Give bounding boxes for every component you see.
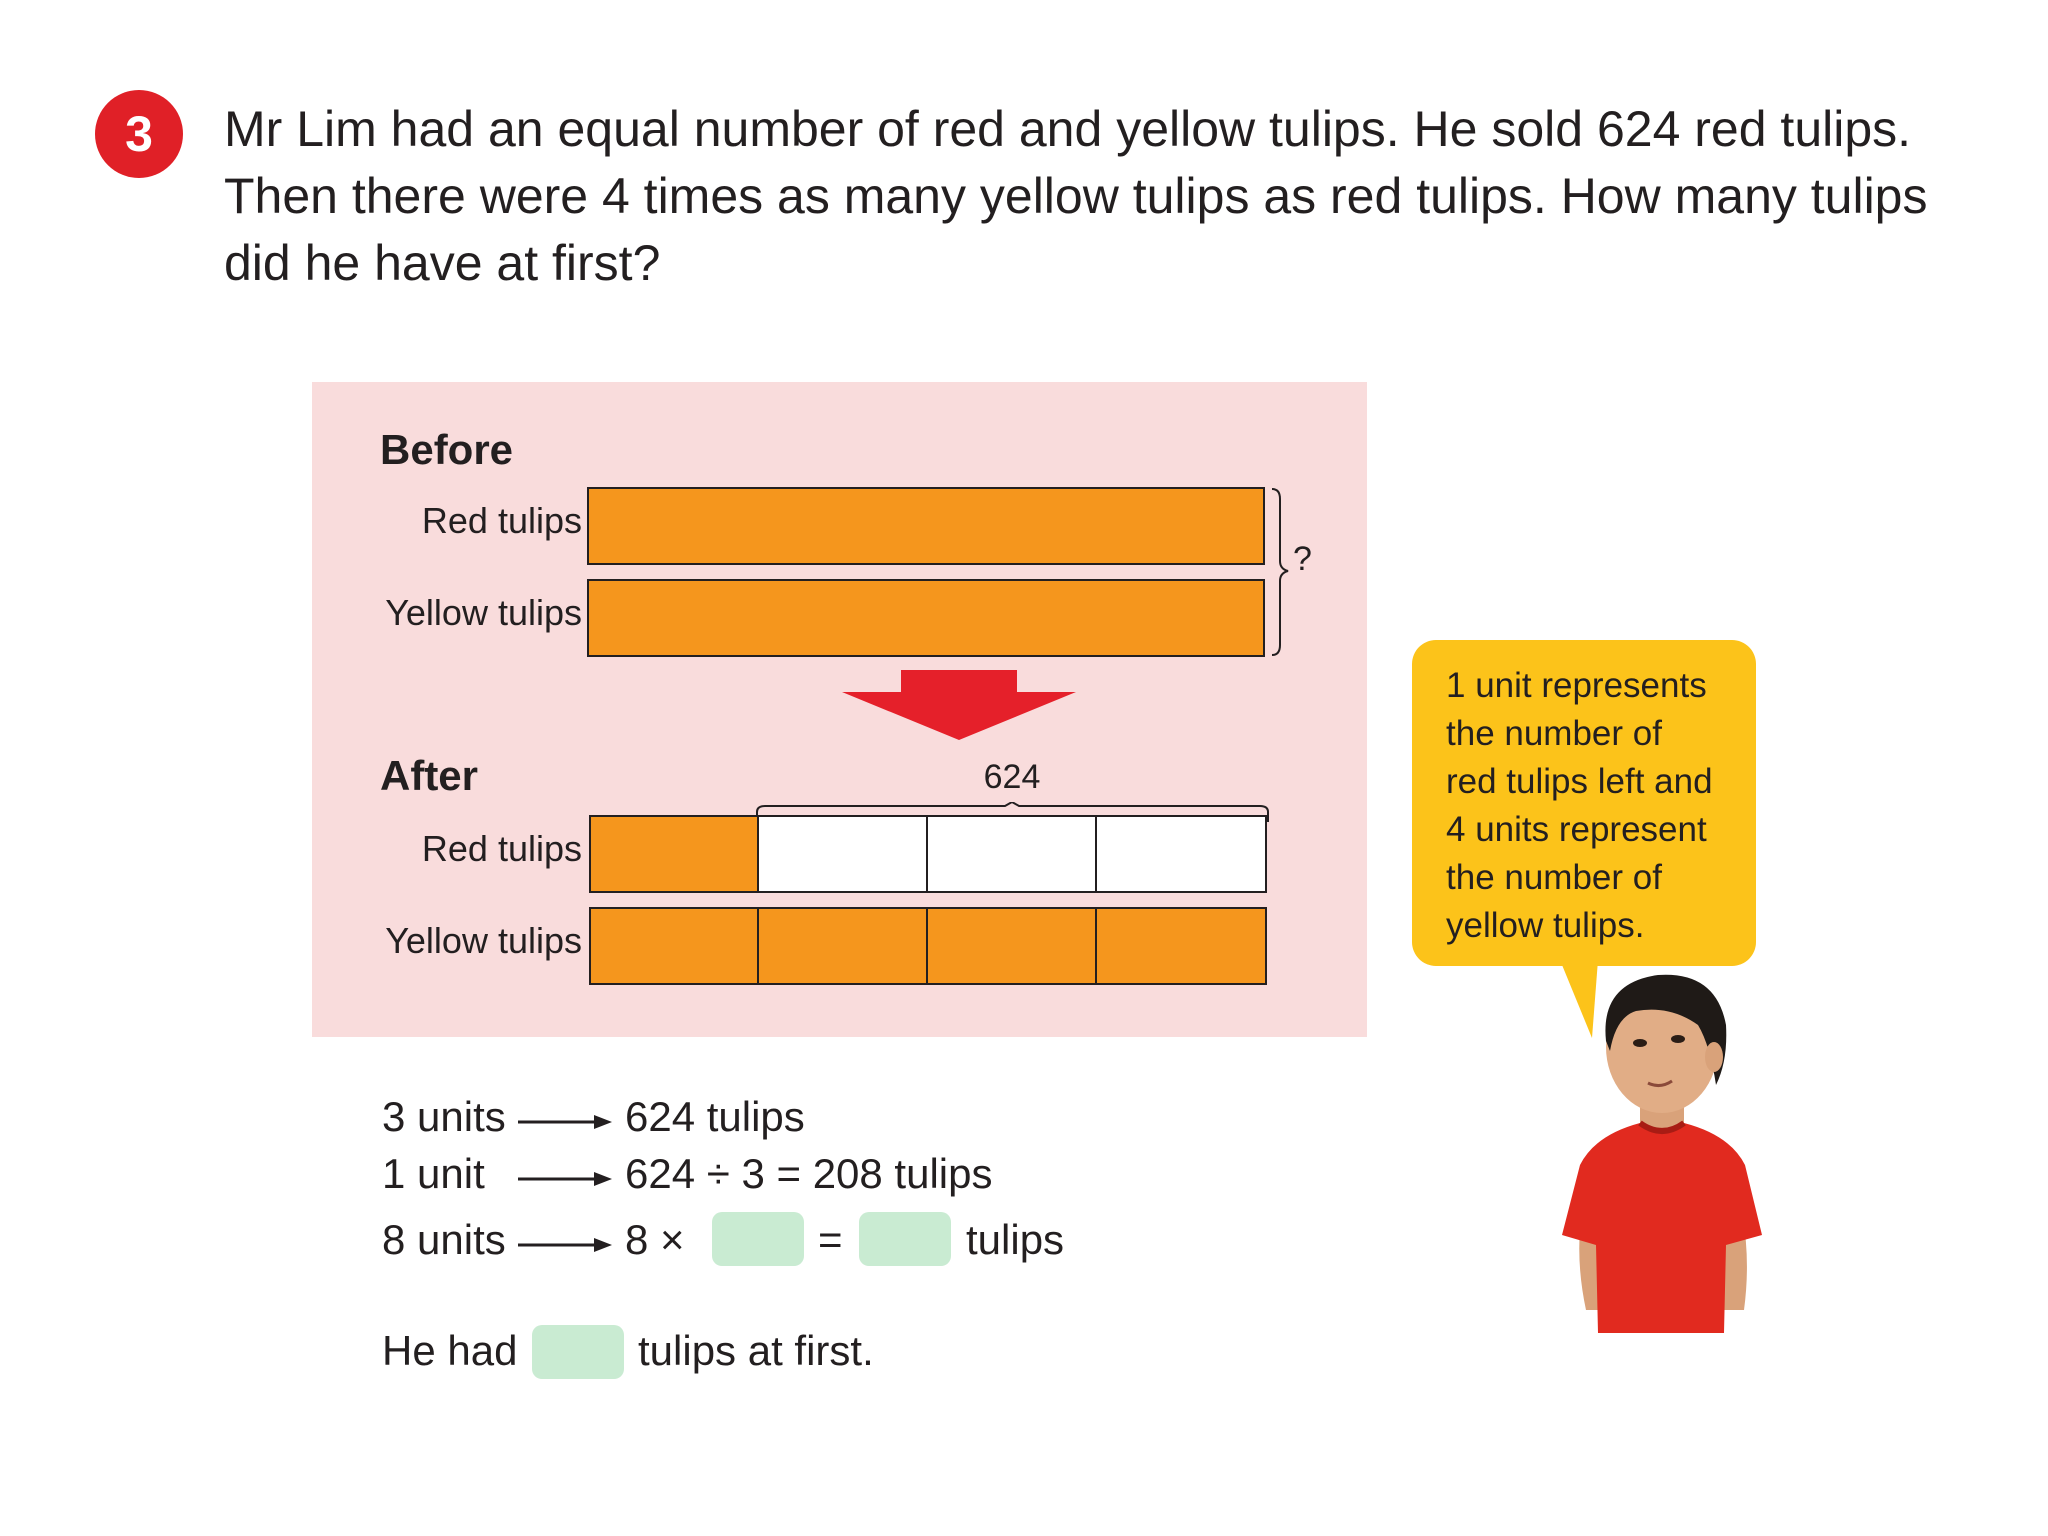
answer-prefix: He had: [382, 1327, 518, 1374]
before-heading: Before: [380, 426, 514, 473]
question-text: [224, 96, 1984, 297]
working-line2-left: 1 unit: [382, 1150, 485, 1197]
speech-line: the number of: [1446, 858, 1662, 897]
after-yellow-unit: [926, 907, 1097, 985]
after-yellow-unit: [589, 907, 759, 985]
working-line2-right: 624 ÷ 3 = 208 tulips: [625, 1150, 993, 1197]
down-arrow-icon: [834, 670, 1084, 742]
arrow-right-icon: [518, 1235, 614, 1255]
working-line3-left: 8 units: [382, 1216, 506, 1263]
question-line: Then there were 4 times as many yellow tulips as red tulips. How many tulips: [224, 168, 1928, 224]
bar-model-panel: [312, 382, 1367, 1037]
speech-line: the number of: [1446, 714, 1662, 753]
after-yellow-unit: [1095, 907, 1267, 985]
speech-bubble: [1412, 640, 1756, 966]
answer-blank-unit-value[interactable]: [712, 1212, 804, 1266]
speech-line: 1 unit represents: [1446, 666, 1707, 705]
question-number-badge: 3: [95, 90, 183, 178]
question-line: did he have at first?: [224, 235, 661, 291]
after-yellow-label: Yellow tulips: [385, 920, 582, 961]
before-red-bar: [587, 487, 1265, 565]
question-line: Mr Lim had an equal number of red and yellow tulips. He sold 624 red tulips.: [224, 101, 1912, 157]
answer-suffix: tulips at first.: [638, 1327, 874, 1374]
working-line3-prefix: 8 ×: [625, 1216, 685, 1263]
working-line3-equals: =: [818, 1216, 843, 1263]
after-yellow-unit: [757, 907, 928, 985]
answer-blank-total[interactable]: [532, 1325, 624, 1379]
after-red-unit-sold: [1095, 815, 1267, 893]
total-question-mark: ?: [1293, 540, 1312, 578]
before-yellow-label: Yellow tulips: [385, 592, 582, 633]
boy-illustration: [1540, 965, 1780, 1333]
before-yellow-bar: [587, 579, 1265, 657]
before-red-label: Red tulips: [421, 500, 582, 541]
speech-line: 4 units represent: [1446, 810, 1707, 849]
after-red-unit-sold: [926, 815, 1097, 893]
after-red-label: Red tulips: [421, 828, 582, 869]
arrow-right-icon: [518, 1169, 614, 1189]
working-line1-left: 3 units: [382, 1093, 506, 1140]
after-heading: After: [380, 752, 479, 799]
speech-line: yellow tulips.: [1446, 906, 1645, 945]
arrow-right-icon: [518, 1112, 614, 1132]
after-red-unit-sold: [757, 815, 928, 893]
speech-line: red tulips left and: [1446, 762, 1713, 801]
working-line1-right: 624 tulips: [625, 1093, 805, 1140]
working-line3-suffix: tulips: [966, 1216, 1065, 1263]
sold-label: 624: [983, 758, 1041, 796]
answer-blank-eight-units[interactable]: [859, 1212, 951, 1266]
after-red-unit-remaining: [589, 815, 759, 893]
